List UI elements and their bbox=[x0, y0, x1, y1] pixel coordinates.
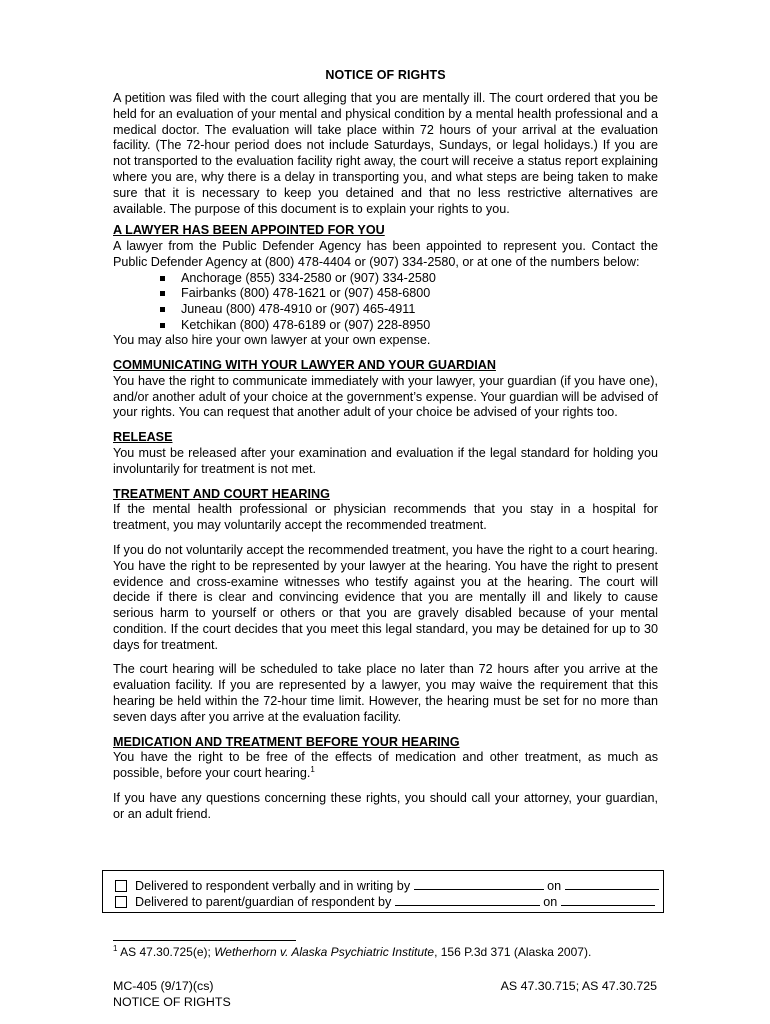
guardian-delivered-checkbox[interactable] bbox=[115, 896, 127, 908]
footnote bbox=[113, 945, 591, 960]
list-item bbox=[160, 271, 658, 287]
office-phone-juneau: Juneau (800) 478-4910 or (907) 465-4911 bbox=[181, 301, 416, 316]
bullet-icon bbox=[160, 291, 165, 296]
form-number: MC-405 (9/17)(cs) bbox=[113, 979, 214, 993]
treatment-heading: TREATMENT AND COURT HEARING bbox=[113, 486, 330, 501]
guardian-on-label: on bbox=[543, 895, 558, 909]
footnote-reference: 1 bbox=[310, 765, 315, 775]
questions-paragraph: If you have any questions concerning these rights, you should call your attorney, your guardian, or an adult friend. bbox=[113, 791, 658, 821]
guardian-delivered-label: Delivered to parent/guardian of respondent by bbox=[135, 895, 392, 909]
office-phone-ketchikan: Ketchikan (800) 478-6189 or (907) 228-8950 bbox=[181, 317, 431, 332]
intro-paragraph: A petition was filed with the court alleging that you are mentally ill. The court ordered that you be held for an evaluation of your mental and physical condition by a mental health professional and a medical doctor. The evaluation will take place within 72 hours of your arrival at the evaluation facility. (The 72-hour period does not include Saturdays, Sundays, or legal holidays.) If you are not transported to the evaluation facility right away, the court will receive a status report explaining where you are, why there is a delay in transporting you, and what steps are being taken to make sure that it is necessary to keep you detained and that no less restrictive alternatives are available. The purpose of this document is to explain your rights to you. bbox=[113, 91, 658, 216]
footnote-mark: 1 bbox=[113, 944, 118, 953]
lawyer-heading: A LAWYER HAS BEEN APPOINTED FOR YOU bbox=[113, 223, 385, 238]
respondent-delivered-by-field[interactable] bbox=[414, 878, 544, 890]
footnote-citation-suffix: , 156 P.3d 371 (Alaska 2007). bbox=[434, 945, 592, 959]
bullet-icon bbox=[160, 276, 165, 281]
lawyer-paragraph: A lawyer from the Public Defender Agency has been appointed to represent you. Contact the Public Defender Agency at (800) 478-4404 or (907) 334-2580, or at one of the numbers below: bbox=[113, 239, 658, 269]
document-body bbox=[113, 68, 658, 823]
release-paragraph: You must be released after your examination and evaluation if the legal standard for holding you involuntarily for treatment is not met. bbox=[113, 445, 658, 476]
guardian-delivered-by-field[interactable] bbox=[395, 894, 540, 906]
treatment-paragraph-1: If the mental health professional or physician recommends that you stay in a hospital for treatment, you may voluntarily accept the recommended treatment. bbox=[113, 502, 658, 533]
list-item bbox=[160, 318, 658, 334]
bullet-icon bbox=[160, 307, 165, 312]
footer-statutes: AS 47.30.715; AS 47.30.725 bbox=[500, 979, 657, 993]
medication-heading: MEDICATION AND TREATMENT BEFORE YOUR HEARING bbox=[113, 734, 460, 749]
office-phone-anchorage: Anchorage (855) 334-2580 or (907) 334-2580 bbox=[181, 270, 436, 285]
treatment-paragraph-3: The court hearing will be scheduled to take place no later than 72 hours after you arrive at the evaluation facility. If you are represented by a lawyer, you may waive the requirement that this hearing be held within the 72-hour time limit. However, the hearing must be set for no more than seven days after you arrive at the evaluation facility. bbox=[113, 662, 658, 724]
release-heading: RELEASE bbox=[113, 430, 173, 445]
footnote-case-name: Wetherhorn v. Alaska Psychiatric Institute bbox=[214, 945, 435, 959]
document-title: NOTICE OF RIGHTS bbox=[325, 68, 446, 82]
bullet-icon bbox=[160, 323, 165, 328]
list-item bbox=[160, 286, 658, 302]
delivery-row-guardian bbox=[115, 894, 655, 910]
footnote-divider bbox=[113, 940, 296, 941]
own-lawyer-paragraph: You may also hire your own lawyer at your own expense. bbox=[113, 333, 431, 348]
footer-left bbox=[113, 978, 231, 1010]
office-list bbox=[113, 271, 658, 333]
respondent-on-label: on bbox=[547, 879, 562, 893]
office-phone-fairbanks: Fairbanks (800) 478-1621 or (907) 458-6800 bbox=[181, 286, 431, 301]
respondent-date-field[interactable] bbox=[565, 878, 659, 890]
footnote-citation-prefix: AS 47.30.725(e); bbox=[120, 945, 215, 959]
respondent-delivered-label: Delivered to respondent verbally and in writing by bbox=[135, 879, 411, 893]
communicating-heading: COMMUNICATING WITH YOUR LAWYER AND YOUR GUARDIAN bbox=[113, 357, 496, 372]
respondent-delivered-checkbox[interactable] bbox=[115, 880, 127, 892]
communicating-paragraph: You have the right to communicate immediately with your lawyer, your guardian (if you have one), and/or another adult of your choice at the government’s expense. Your guardian will be advised of your rights. You can request that another adult of your choice be advised of your rights too. bbox=[113, 373, 658, 420]
form-title: NOTICE OF RIGHTS bbox=[113, 995, 231, 1009]
guardian-date-field[interactable] bbox=[561, 894, 655, 906]
medication-paragraph bbox=[113, 750, 658, 782]
treatment-paragraph-2: If you do not voluntarily accept the recommended treatment, you have the right to a court hearing. You have the right to be represented by your lawyer at the hearing. You have the right to present evidence and cross-examine witnesses who testify against you at the hearing. The court will decide if there is clear and convincing evidence that you are mentally ill and likely to cause serious harm to yourself or others or that you are gravely disabled because of your mental condition. If the court decides that you meet this legal standard, you may be detained for up to 30 days for treatment. bbox=[113, 542, 658, 652]
medication-text: You have the right to be free of the effects of medication and other treatment, as much as possible, before your court hearing. bbox=[113, 750, 658, 781]
delivery-row-respondent bbox=[115, 878, 659, 894]
delivery-box bbox=[102, 870, 664, 913]
list-item bbox=[160, 302, 658, 318]
